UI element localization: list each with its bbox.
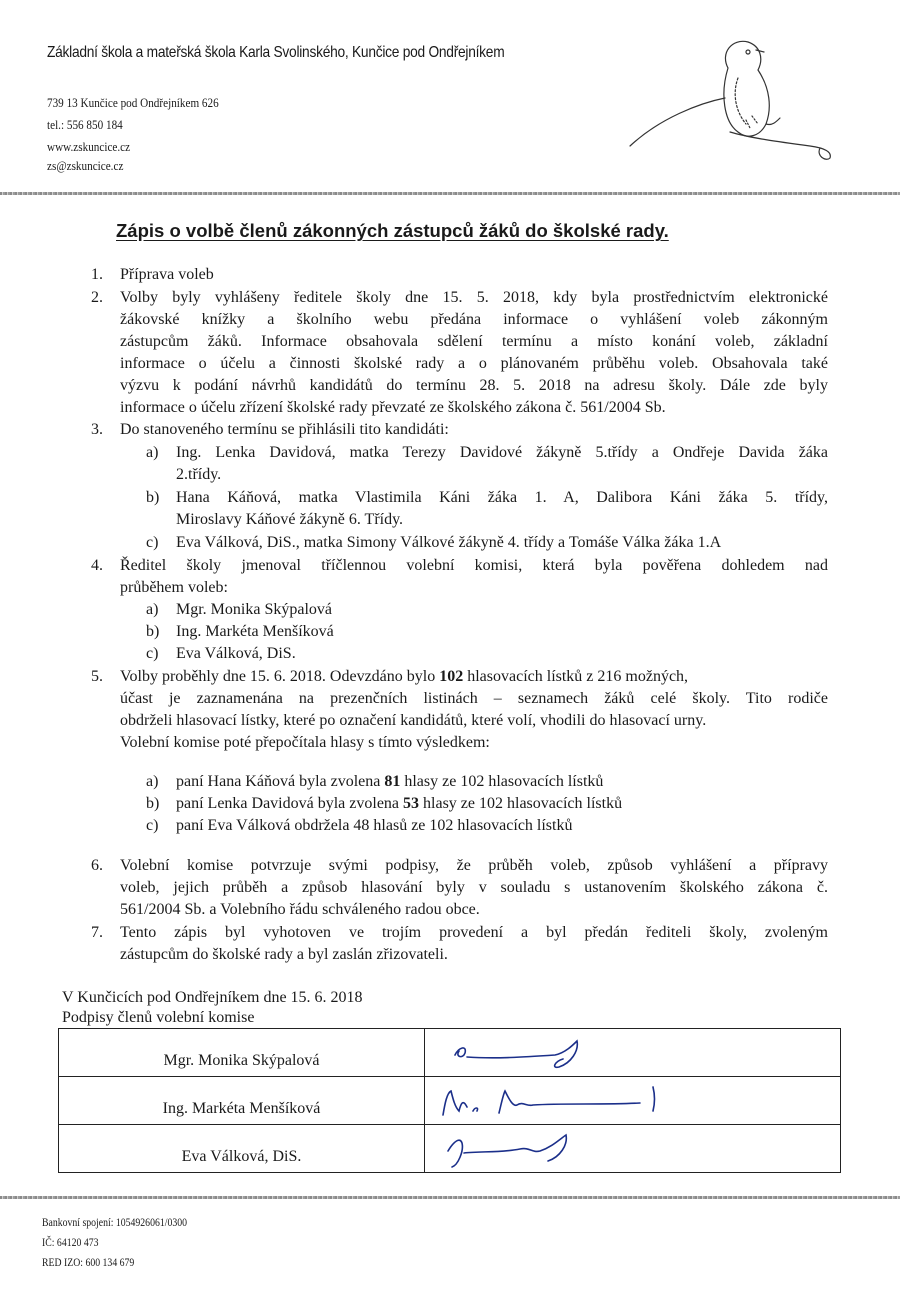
- signatures-label: Podpisy členů volební komise: [62, 1009, 255, 1026]
- item-text-end: hlasovacích lístků z 216 možných,: [463, 668, 689, 685]
- vote-count: 102: [439, 668, 464, 685]
- item-number: 2.: [91, 289, 103, 306]
- candidate-text: Ing. Lenka Davidová, matka Terezy Davidové žákyně 5.třídy a Ondřeje Davida žáka: [176, 444, 828, 461]
- school-name: Základní škola a mateřská škola Karla Svolinského, Kunčice pod Ondřejníkem: [47, 44, 505, 61]
- signature-name: Ing. Markéta Menšíková: [59, 1077, 425, 1125]
- candidate-letter: a): [146, 444, 159, 461]
- result-text: [176, 772, 603, 792]
- item-text: výzvu k podání návrhů kandidátů do termínu 28. 5. 2018 na adresu školy. Dále zde byly: [120, 377, 828, 394]
- place-date: V Kunčicích pod Ondřejníkem dne 15. 6. 2018: [62, 989, 363, 1006]
- item-text: Volby byly vyhlášeny ředitele školy dne 15. 5. 2018, kdy byla prostřednictvím elektronické: [120, 289, 828, 306]
- item-number: 7.: [91, 924, 103, 941]
- company-id: IČ: 64120 473: [42, 1237, 99, 1249]
- signature-cell: [425, 1125, 841, 1173]
- item-number: 6.: [91, 857, 103, 874]
- result-pre: paní Hana Káňová byla zvolena: [176, 773, 385, 790]
- item-text: [120, 667, 688, 687]
- commission-member: Eva Válková, DiS.: [176, 645, 296, 662]
- footer-divider: [0, 1196, 900, 1199]
- item-number: 3.: [91, 421, 103, 438]
- item-text: 561/2004 Sb. a Volebního řádu schváleného radou obce.: [120, 901, 480, 918]
- result-letter: c): [146, 817, 159, 834]
- signature-row: [59, 1125, 841, 1173]
- item-text: Tento zápis byl vyhotoven ve trojím provedení a byl předán řediteli školy, zvoleným: [120, 924, 828, 941]
- item-text: účast je zaznamenána na prezenčních listinách – seznamech žáků celé školy. Tito rodiče: [120, 690, 828, 707]
- item-text: Příprava voleb: [120, 266, 214, 283]
- item-text: Volební komise potvrzuje svými podpisy, že průběh voleb, způsob vyhlášení a přípravy: [120, 857, 828, 874]
- candidate-letter: b): [146, 489, 160, 506]
- candidate-letter: c): [146, 534, 159, 551]
- item-text: informace o účelu a činnosti školské rady a o plánovaném průběhu voleb. Obsahovala také: [120, 355, 828, 372]
- item-text: voleb, jejich průběh a způsob hlasování byly v souladu s ustanovením školského zákona č.: [120, 879, 828, 896]
- school-phone: tel.: 556 850 184: [47, 117, 123, 132]
- signature-row: [59, 1077, 841, 1125]
- commission-letter: c): [146, 645, 159, 662]
- item-text: zástupcům do školské rady a byl zaslán zřizovateli.: [120, 946, 448, 963]
- signature-cell: [425, 1077, 841, 1125]
- item-text-start: Volby proběhly dne 15. 6. 2018. Odevzdáno bylo: [120, 668, 440, 685]
- candidate-text: Miroslavy Káňové žákyně 6. Třídy.: [176, 511, 404, 528]
- school-website: www.zskuncice.cz: [47, 139, 131, 154]
- item-number: 5.: [91, 668, 103, 685]
- signature-table: [58, 1028, 841, 1173]
- result-text: paní Eva Válková obdržela 48 hlasů ze 102 hlasovacích lístků: [176, 817, 573, 834]
- item-text: informace o účelu zřízení školské rady převzaté ze školského zákona č. 561/2004 Sb.: [120, 399, 666, 416]
- candidate-text: Eva Válková, DiS., matka Simony Válkové žákyně 4. třídy a Tomáše Válka žáka 1.A: [176, 534, 722, 551]
- item-text: Do stanoveného termínu se přihlásili tito kandidáti:: [120, 421, 449, 438]
- candidate-text: 2.třídy.: [176, 466, 222, 483]
- commission-member: Ing. Markéta Menšíková: [176, 623, 334, 640]
- item-text: žákovské knížky a školního webu předána informace o vyhlášení voleb zákonným: [120, 311, 828, 328]
- item-number: 1.: [91, 266, 103, 283]
- result-letter: b): [146, 795, 160, 812]
- bird-logo-icon: [620, 28, 850, 163]
- result-post: hlasy ze 102 hlasovacích lístků: [400, 773, 604, 790]
- result-letter: a): [146, 773, 159, 790]
- item-text: zástupcům žáků. Informace obsahovala sdělení termínu a místo konání voleb, základní: [120, 333, 828, 350]
- candidate-text: Hana Káňová, matka Vlastimila Káni žáka 1. A, Dalibora Káni žáka 5. třídy,: [176, 489, 828, 506]
- item-text: průběhem voleb:: [120, 579, 228, 596]
- school-address: 739 13 Kunčice pod Ondřejníkem 626: [47, 95, 219, 110]
- handwritten-signature: [445, 1033, 645, 1073]
- red-izo: RED IZO: 600 134 679: [42, 1257, 135, 1269]
- item-text: Volební komise poté přepočítala hlasy s tímto výsledkem:: [120, 734, 490, 751]
- signature-row: [59, 1029, 841, 1077]
- header-divider: [0, 192, 900, 195]
- bank-account: Bankovní spojení: 1054926061/0300: [42, 1217, 188, 1229]
- document-title: Zápis o volbě členů zákonných zástupců žáků do školské rady.: [116, 220, 669, 241]
- school-email: zs@zskuncice.cz: [47, 158, 124, 173]
- signature-name: Mgr. Monika Skýpalová: [59, 1029, 425, 1077]
- result-post: hlasy ze 102 hlasovacích lístků: [419, 795, 623, 812]
- result-pre: paní Lenka Davidová byla zvolena: [176, 795, 404, 812]
- item-text: Ředitel školy jmenoval tříčlennou volební komisi, která byla pověřena dohledem nad: [120, 557, 828, 574]
- handwritten-signature: [440, 1129, 640, 1169]
- result-text: [176, 794, 622, 814]
- commission-letter: b): [146, 623, 160, 640]
- handwritten-signature: [435, 1081, 675, 1121]
- commission-letter: a): [146, 601, 159, 618]
- commission-member: Mgr. Monika Skýpalová: [176, 601, 332, 618]
- signature-name: Eva Válková, DiS.: [59, 1125, 425, 1173]
- signature-cell: [425, 1029, 841, 1077]
- result-votes: 81: [384, 773, 401, 790]
- item-number: 4.: [91, 557, 103, 574]
- item-text: obdrželi hlasovací lístky, které po označení kandidátů, které volí, vhodili do hlasovací urny.: [120, 712, 707, 729]
- result-votes: 53: [403, 795, 420, 812]
